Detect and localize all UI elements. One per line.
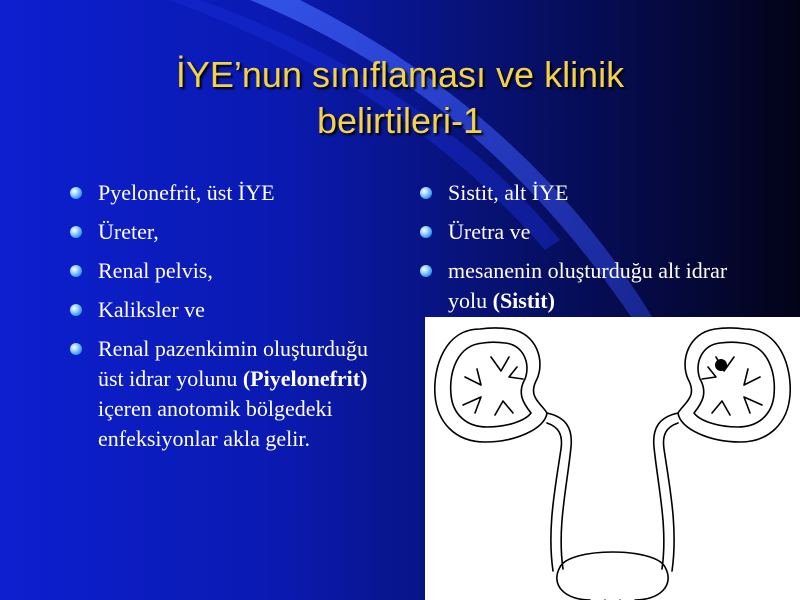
- title-line-1: İYE’nun sınıflaması ve klinik: [175, 54, 625, 95]
- bullet-icon: [420, 226, 432, 238]
- list-item-bold-term: (Piyelonefrit): [242, 366, 368, 391]
- list-item-bold-term: (Sistit): [492, 288, 555, 313]
- right-bullet-list: [420, 178, 740, 325]
- bullet-icon: [70, 226, 82, 238]
- list-item: [420, 178, 740, 208]
- list-item: [70, 217, 390, 247]
- list-item-text-pre: Renal pazenkimin oluşturduğu üst idrar yolunu: [98, 336, 369, 391]
- list-item-text: Üretra ve: [448, 219, 531, 244]
- list-item: [70, 334, 390, 454]
- title-line-2: belirtileri-1: [316, 100, 484, 141]
- bullet-icon: [70, 343, 82, 355]
- left-bullet-list: [70, 178, 390, 463]
- list-item: [70, 178, 390, 208]
- list-item-text: Renal pelvis,: [98, 258, 213, 283]
- list-item: [420, 217, 740, 247]
- bullet-icon: [70, 304, 82, 316]
- bullet-icon: [420, 187, 432, 199]
- slide-title: [40, 52, 760, 144]
- bullet-icon: [70, 187, 82, 199]
- list-item-text: Sistit, alt İYE: [448, 180, 569, 205]
- list-item: [420, 256, 740, 316]
- list-item-text: Üreter,: [98, 219, 159, 244]
- bullet-icon: [70, 265, 82, 277]
- list-item-text-post: içeren anotomik bölgedeki enfeksiyonlar akla gelir.: [98, 396, 333, 451]
- bullet-icon: [420, 265, 432, 277]
- list-item-text: Pyelonefrit, üst İYE: [98, 180, 275, 205]
- list-item: [70, 295, 390, 325]
- list-item-text-pre: mesanenin oluşturduğu alt idrar yolu: [448, 258, 728, 313]
- urinary-tract-drawing: [425, 317, 800, 600]
- list-item-text: Kaliksler ve: [98, 297, 205, 322]
- urinary-tract-illustration: [425, 317, 800, 600]
- list-item: [70, 256, 390, 286]
